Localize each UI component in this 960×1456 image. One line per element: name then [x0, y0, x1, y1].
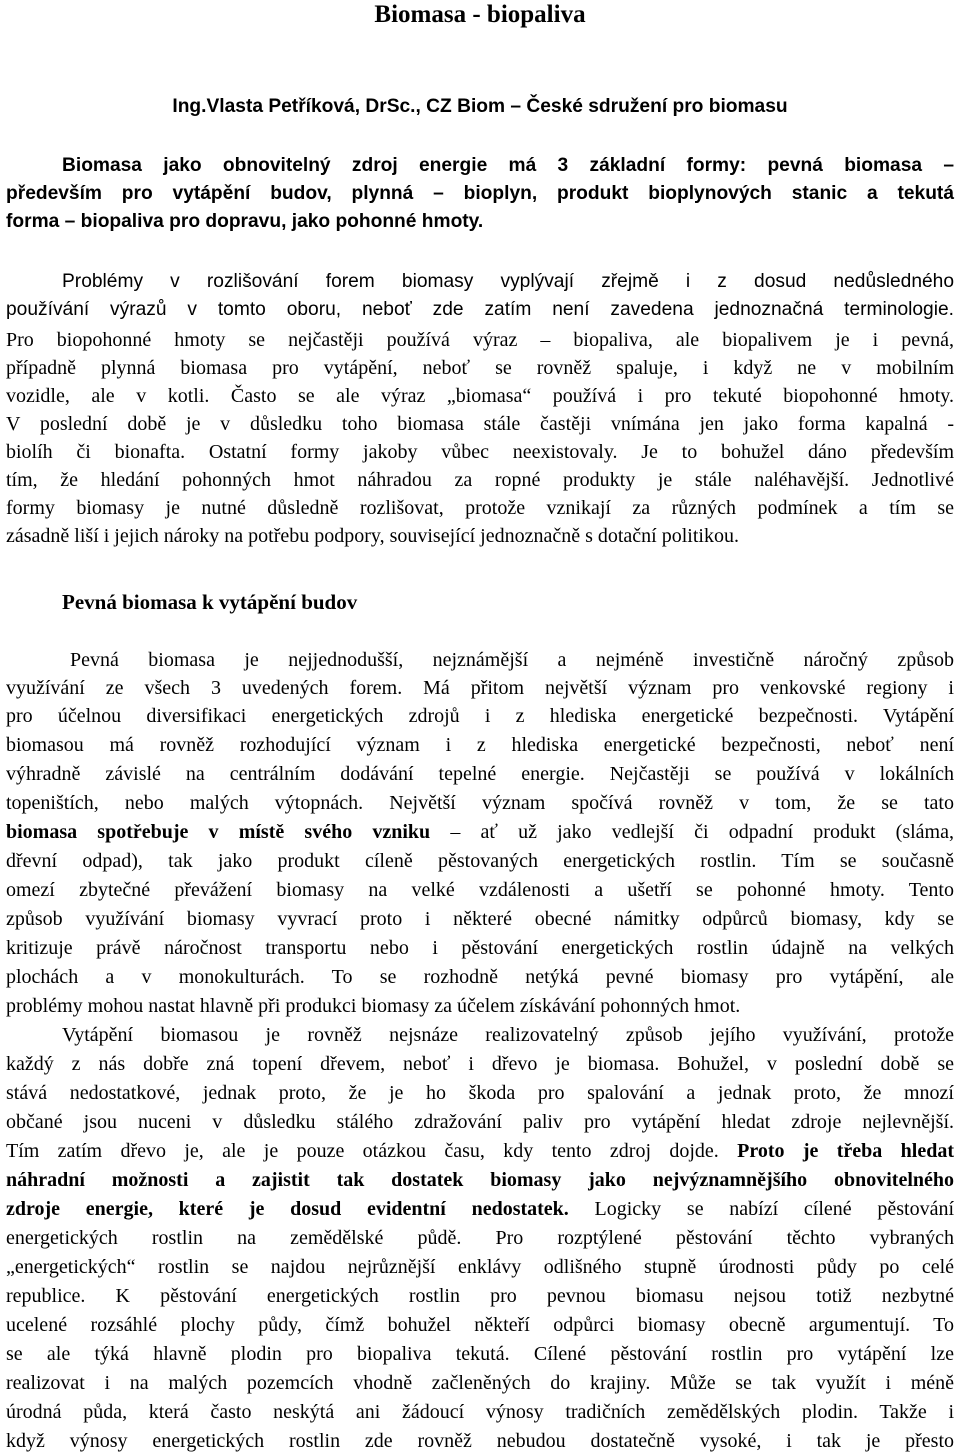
text-line: energetických rostlin na zemědělské půdě. Pro rozptýlené pěstování těchto vybraných: [6, 1227, 954, 1249]
emphasis-text: Proto je třeba hledat: [737, 1140, 954, 1162]
intro-line: Biomasa jako obnovitelný zdroj energie má 3 základní formy: pevná biomasa –: [62, 155, 954, 176]
text-line: [6, 818, 954, 846]
text-line: biomasou má rovněž rozhodující význam i z hlediska energetické bezpečnosti, neboť není: [6, 734, 954, 756]
text-line: vozidle, ale v kotli. Často se ale výraz „biomasa“ používá i pro tekuté biopohonné hmoty.: [6, 385, 954, 407]
text-line: Pro biopohonné hmoty se nejčastěji používá výraz – biopaliva, ale biopalivem je i pevná,: [6, 329, 954, 351]
text-line: topeništích, nebo malých výtopnách. Největší význam spočívá rovněž v tom, že se tato: [6, 792, 954, 814]
text-line: občané jsou nuceni v důsledku stálého zdražování paliv pro vytápění hledat zdroje nejlevnější.: [6, 1111, 954, 1133]
text-line: případně plynná biomasa pro vytápění, neboť se rovněž spaluje, i když ne v mobilním: [6, 357, 954, 379]
text-line: plochách a v monokulturách. To se rozhodně netýká pevné biomasy pro vytápění, ale: [6, 966, 954, 988]
intro-line: především pro vytápění budov, plynná – bioplyn, produkt bioplynových stanic a tekutá: [6, 183, 954, 204]
text-line: „energetických“ rostlin se najdou nejrůznější enklávy odlišného stupně úrodnosti půdy po celé: [6, 1256, 954, 1278]
text-line: [6, 1137, 954, 1165]
text-line: stává nedostatkové, jednak proto, že je ho škoda pro spalování a jednak proto, že mnozí: [6, 1082, 954, 1104]
text-line: se ale týká hlavně plodin pro biopaliva tekutá. Cílené pěstování rostlin pro vytápění lze: [6, 1343, 954, 1365]
text-line: zásadně liší i jejich nároky na potřebu podpory, související jednoznačně s dotační politikou.: [6, 525, 739, 547]
text-line: formy biomasy je nutné důsledně rozlišovat, protože vznikají za různých podmínek a tím se: [6, 497, 954, 519]
text-line: [6, 1195, 954, 1223]
text-line: Pevná biomasa je nejjednodušší, nejznámější a nejméně investičně náročný způsob: [70, 649, 954, 671]
text-line: pro účelnou diversifikaci energetických zdrojů i z hlediska energetické bezpečnosti. Vytápění: [6, 705, 954, 727]
text-line: výhradně závislé na centrálním dodávání tepelné energie. Nejčastěji se používá v lokálních: [6, 763, 954, 785]
intro-line: forma – biopaliva pro dopravu, jako pohonné hmoty.: [6, 211, 484, 232]
document-title: Biomasa - biopaliva: [374, 1, 586, 28]
text-line: omezí zbytečné převážení biomasy na velké vzdálenosti a ušetří se pohonné hmoty. Tento: [6, 879, 954, 901]
author-line: Ing.Vlasta Petříková, DrSc., CZ Biom – České sdružení pro biomasu: [172, 96, 788, 117]
text-line: Vytápění biomasou je rovněž nejsnáze realizovatelný způsob jejího využívání, protože: [62, 1024, 954, 1046]
text-line: kritizuje právě náročnost transportu nebo i pěstování energetických rostlin údajně na velkých: [6, 937, 954, 959]
text-line: tím, že hledání pohonných hmot náhradou za ropné produkty je stále naléhavější. Jednotlivé: [6, 469, 954, 491]
text-line: Problémy v rozlišování forem biomasy vyplývají zřejmě i z dosud nedůsledného: [62, 271, 954, 292]
text-segment: Logicky se nabízí cílené pěstování: [568, 1198, 954, 1220]
section-heading: Pevná biomasa k vytápění budov: [62, 590, 358, 614]
text-line: dřevní odpad), tak jako produkt cíleně pěstovaných energetických rostlin. Tím se současně: [6, 850, 954, 872]
emphasis-text: zdroje energie, které je dosud evidentní nedostatek.: [6, 1198, 569, 1220]
text-line: každý z nás dobře zná topení dřevem, neboť i dřevo je biomasa. Bohužel, v poslední době se: [6, 1053, 954, 1075]
text-line: realizovat i na malých pozemcích vhodně začleněných do krajiny. Může se tak využít i méně: [6, 1372, 954, 1394]
text-line: používání výrazů v tomto oboru, neboť zde zatím není zavedena jednoznačná terminologie.: [6, 299, 954, 320]
text-line: způsob využívání biomasy vyvrací proto i některé obecné námitky odpůrců biomasy, kdy se: [6, 908, 954, 930]
text-line: náhradní možnosti a zajistit tak dostatek biomasy jako nejvýznamnějšího obnovitelného: [6, 1169, 954, 1191]
text-line: když výnosy energetických rostlin zde rovněž nebudou dostatečně vysoké, i tak je přesto: [6, 1430, 954, 1452]
text-segment: Tím zatím dřevo je, ale je pouze otázkou času, kdy tento zdroj dojde.: [6, 1140, 738, 1162]
text-line: problémy mohou nastat hlavně při produkci biomasy za účelem získávání pohonných hmot.: [6, 995, 741, 1017]
text-line: využívání ze všech 3 uvedených forem. Má přitom největší význam pro venkovské regiony i: [6, 677, 954, 699]
text-line: republice. K pěstování energetických rostlin pro pevnou biomasu nejsou totiž nezbytné: [6, 1285, 954, 1307]
text-line: V poslední době je v důsledku toho biomasa stále častěji vnímána jen jako forma kapalná -: [6, 413, 954, 435]
text-segment: – ať už jako vedlejší či odpadní produkt (sláma,: [430, 821, 954, 843]
text-line: ucelené rozsáhlé plochy půdy, čímž bohužel někteří odpůrci biomasy obecně argumentují. To: [6, 1314, 954, 1336]
text-line: biolíh či bionafta. Ostatní formy jakoby vůbec neexistovaly. Je to bohužel dáno především: [6, 441, 954, 463]
text-line: úrodná půda, která často neskýtá ani žádoucí výnosy tradičních zemědělských plodin. Takže i: [6, 1401, 954, 1423]
emphasis-text: biomasa spotřebuje v místě svého vzniku: [6, 821, 431, 843]
